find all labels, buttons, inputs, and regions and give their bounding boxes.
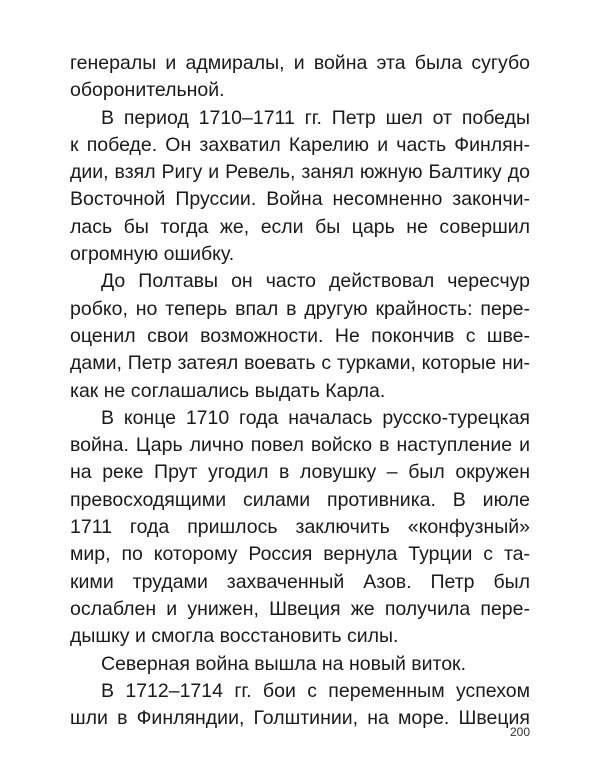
text-line: В период 1710–1711 гг. Петр шел от победы (101, 106, 530, 129)
text-line: дами, Петр затеял воевать с турками, которые ни- (70, 352, 530, 375)
text-line: кими трудами захваченный Азов. Петр был (70, 570, 530, 593)
text-line: оценил свои возможности. Не покончив с шве- (70, 324, 530, 347)
text-line: ослаблен и унижен, Швеция же получила пере- (70, 597, 530, 620)
text-line: оборонительной. (70, 79, 225, 102)
text-line: В 1712–1714 гг. бои с переменным успехом (101, 679, 530, 702)
text-line: робко, но теперь впал в другую крайность: пере- (70, 297, 530, 320)
text-line: дышку и смогла восстановить силы. (70, 625, 399, 648)
text-line: Северная война вышла на новый виток. (101, 652, 467, 675)
text-line: шли в Финляндии, Голштинии, на море. Швеция (70, 707, 530, 730)
text-line: как не соглашались выдать Карла. (70, 379, 386, 402)
text-line: В конце 1710 года началась русско-турецкая (101, 406, 530, 429)
page-text (70, 50, 530, 732)
text-line: огромную ошибку. (70, 243, 235, 266)
text-line: До Полтавы он часто действовал чересчур (101, 270, 530, 293)
text-line: генералы и адмиралы, и война эта была сугубо (70, 52, 530, 74)
text-line: Восточной Пруссии. Война несомненно закончи- (70, 188, 530, 211)
text-line: к победе. Он захватил Карелию и часть Финлян- (70, 133, 530, 156)
text-line: дии, взял Ригу и Ревель, занял южную Балтику до (70, 161, 530, 184)
page-number: 200 (509, 725, 530, 739)
text-line: превосходящими силами противника. В июле (70, 488, 530, 511)
text-line: война. Царь лично повел войско в наступление и (70, 434, 530, 457)
text-line: на реке Прут угодил в ловушку – был окружен (70, 461, 530, 484)
text-line: лась бы тогда же, если бы царь не совершил (70, 215, 530, 238)
text-line: 1711 года пришлось заключить «конфузный» (70, 516, 530, 539)
text-line: мир, по которому Россия вернула Турции с та- (70, 543, 530, 566)
